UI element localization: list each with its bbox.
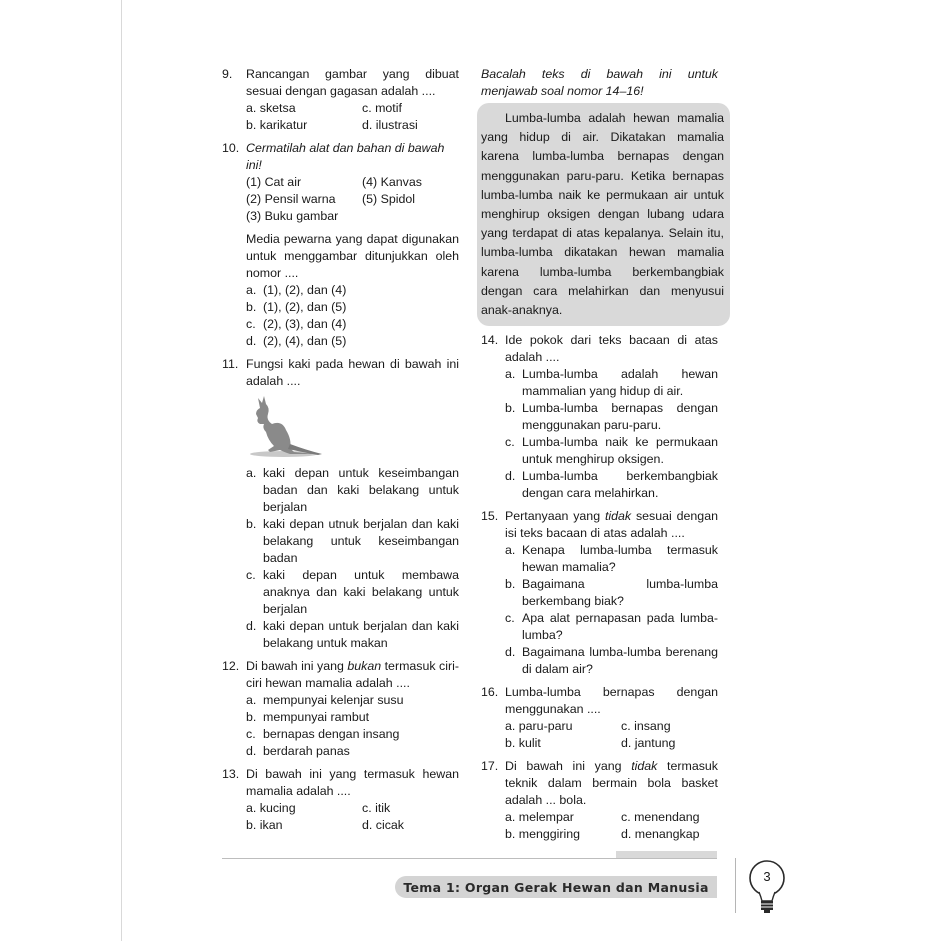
question-number: 9. [222, 67, 233, 81]
question-text: Fungsi kaki pada hewan di bawah ini adalah .... [246, 357, 459, 388]
option-c: c. motif [362, 101, 402, 115]
question-13 [222, 766, 459, 834]
materials-list [246, 174, 459, 225]
question-10 [222, 140, 459, 350]
question-number: 13. [222, 767, 240, 781]
material-item: (4) Kanvas [362, 175, 422, 189]
option-a: a. sketsa [246, 101, 296, 115]
option-d: d. berdarah panas [246, 744, 350, 758]
question-9 [222, 66, 459, 134]
option-b: b. (1), (2), dan (5) [246, 300, 347, 314]
lightbulb-icon [748, 859, 788, 915]
option-d: d. Lumba-lumba berkembangbiak dengan cara melahirkan. [505, 469, 718, 501]
question-17 [481, 758, 718, 843]
option-c: c. itik [362, 801, 391, 815]
option-b: b. mempunyai rambut [246, 710, 370, 724]
option-d: d. kaki depan untuk berjalan dan kaki belakang untuk makan [246, 619, 459, 650]
page-margin-line [121, 0, 122, 941]
options-grid [246, 800, 459, 834]
question-number: 15. [481, 509, 499, 524]
question-text: Rancangan gambar yang dibuat sesuai dengan gagasan adalah .... [246, 67, 459, 98]
footer-divider [735, 858, 736, 913]
right-column [481, 66, 724, 849]
option-a: a. Kenapa lumba-lumba termasuk hewan mamalia? [505, 543, 718, 575]
option-c: c. bernapas dengan insang [246, 727, 400, 741]
option-c: c. (2), (3), dan (4) [246, 317, 347, 331]
option-a: a. melempar [505, 810, 574, 825]
footer-rule [222, 858, 717, 859]
question-text: Cermatilah alat dan bahan di bawah ini! [246, 141, 445, 172]
material-item: (3) Buku gambar [246, 209, 339, 223]
kangaroo-icon [246, 394, 459, 463]
option-b: b. karikatur [246, 118, 308, 132]
question-text: Di bawah ini yang bukan termasuk ciri-ciri hewan mamalia adalah .... [246, 659, 459, 690]
question-text: Di bawah ini yang termasuk hewan mamalia adalah .... [246, 767, 459, 798]
option-a: a. (1), (2), dan (4) [246, 283, 347, 297]
question-number: 17. [481, 759, 499, 774]
question-text: Ide pokok dari teks bacaan di atas adalah .... [505, 333, 718, 365]
option-d: d. cicak [362, 818, 405, 832]
material-item: (2) Pensil warna [246, 192, 336, 206]
footer-tab [616, 851, 717, 858]
question-text: Lumba-lumba bernapas dengan menggunakan .... [505, 685, 718, 717]
options-grid [505, 718, 718, 752]
option-a: a. mempunyai kelenjar susu [246, 693, 404, 707]
option-b: b. Lumba-lumba bernapas dengan menggunakan paru-paru. [505, 401, 718, 433]
question-number: 14. [481, 333, 499, 348]
question-11 [222, 356, 459, 652]
material-item: (5) Spidol [362, 192, 416, 206]
option-c: c. menendang [621, 810, 700, 825]
question-number: 12. [222, 659, 240, 673]
option-a: a. Lumba-lumba adalah hewan mammalian yang hidup di air. [505, 367, 718, 399]
material-item: (1) Cat air [246, 175, 302, 189]
option-b: b. ikan [246, 818, 283, 832]
option-c: c. insang [621, 719, 671, 734]
question-text: Pertanyaan yang tidak sesuai dengan isi teks bacaan di atas adalah .... [505, 509, 718, 541]
option-b: b. Bagaimana lumba-lumba berkembang biak? [505, 577, 718, 609]
options-grid [505, 809, 718, 843]
passage-instruction: Bacalah teks di bawah ini untuk menjawab soal nomor 14–16! [481, 67, 718, 98]
question-15 [481, 508, 718, 678]
question-14 [481, 332, 718, 502]
question-12 [222, 658, 459, 760]
page-number: 3 [763, 869, 771, 884]
option-b: b. kaki depan utnuk berjalan dan kaki belakang untuk keseimbangan badan [246, 517, 459, 565]
option-d: d. jantung [621, 736, 676, 751]
option-c: c. kaki depan untuk membawa anaknya dan kaki belakang untuk berjalan [246, 568, 459, 616]
footer-band [395, 876, 717, 898]
footer-title: Tema 1: Organ Gerak Hewan dan Manusia [403, 879, 709, 895]
option-b: b. kulit [505, 736, 541, 751]
left-column [222, 66, 459, 840]
question-number: 11. [222, 357, 239, 371]
option-c: c. Lumba-lumba naik ke permukaan untuk menghirup oksigen. [505, 435, 718, 467]
option-d: d. (2), (4), dan (5) [246, 334, 347, 348]
option-d: d. menangkap [621, 827, 700, 842]
options-grid [246, 100, 459, 134]
reading-passage-box [477, 103, 730, 326]
option-b: b. menggiring [505, 827, 581, 842]
option-c: c. Apa alat pernapasan pada lumba-lumba? [505, 611, 718, 643]
option-d: d. ilustrasi [362, 118, 418, 132]
option-d: d. Bagaimana lumba-lumba berenang di dalam air? [505, 645, 718, 677]
question-number: 16. [481, 685, 499, 700]
question-16 [481, 684, 718, 752]
question-number: 10. [222, 141, 240, 155]
option-a: a. paru-paru [505, 719, 573, 734]
option-a: a. kucing [246, 801, 296, 815]
question-text: Di bawah ini yang tidak termasuk teknik dalam bermain bola basket adalah ... bola. [505, 759, 719, 808]
material-item [362, 208, 459, 225]
option-a: a. kaki depan untuk keseimbangan badan dan kaki belakang untuk berjalan [246, 466, 459, 514]
passage-text: Lumba-lumba adalah hewan mamalia yang hidup di air. Dikatakan mamalia karena lumba-lumba bernapas dengan menggunakan paru-paru. Ketika bernapas lumba-lumba naik ke permukaan air untuk menghirup oksigen dengan lubang udara yang terdapat di atas kepalanya. Selain itu, lumba-lumba dikatakan hewan mamalia karena lumba-lumba berkembangbiak dengan cara melahirkan dan menyusui anak-anaknya. [481, 111, 724, 318]
question-prompt: Media pewarna yang dapat digunakan untuk menggambar ditunjukkan oleh nomor .... [246, 232, 459, 280]
